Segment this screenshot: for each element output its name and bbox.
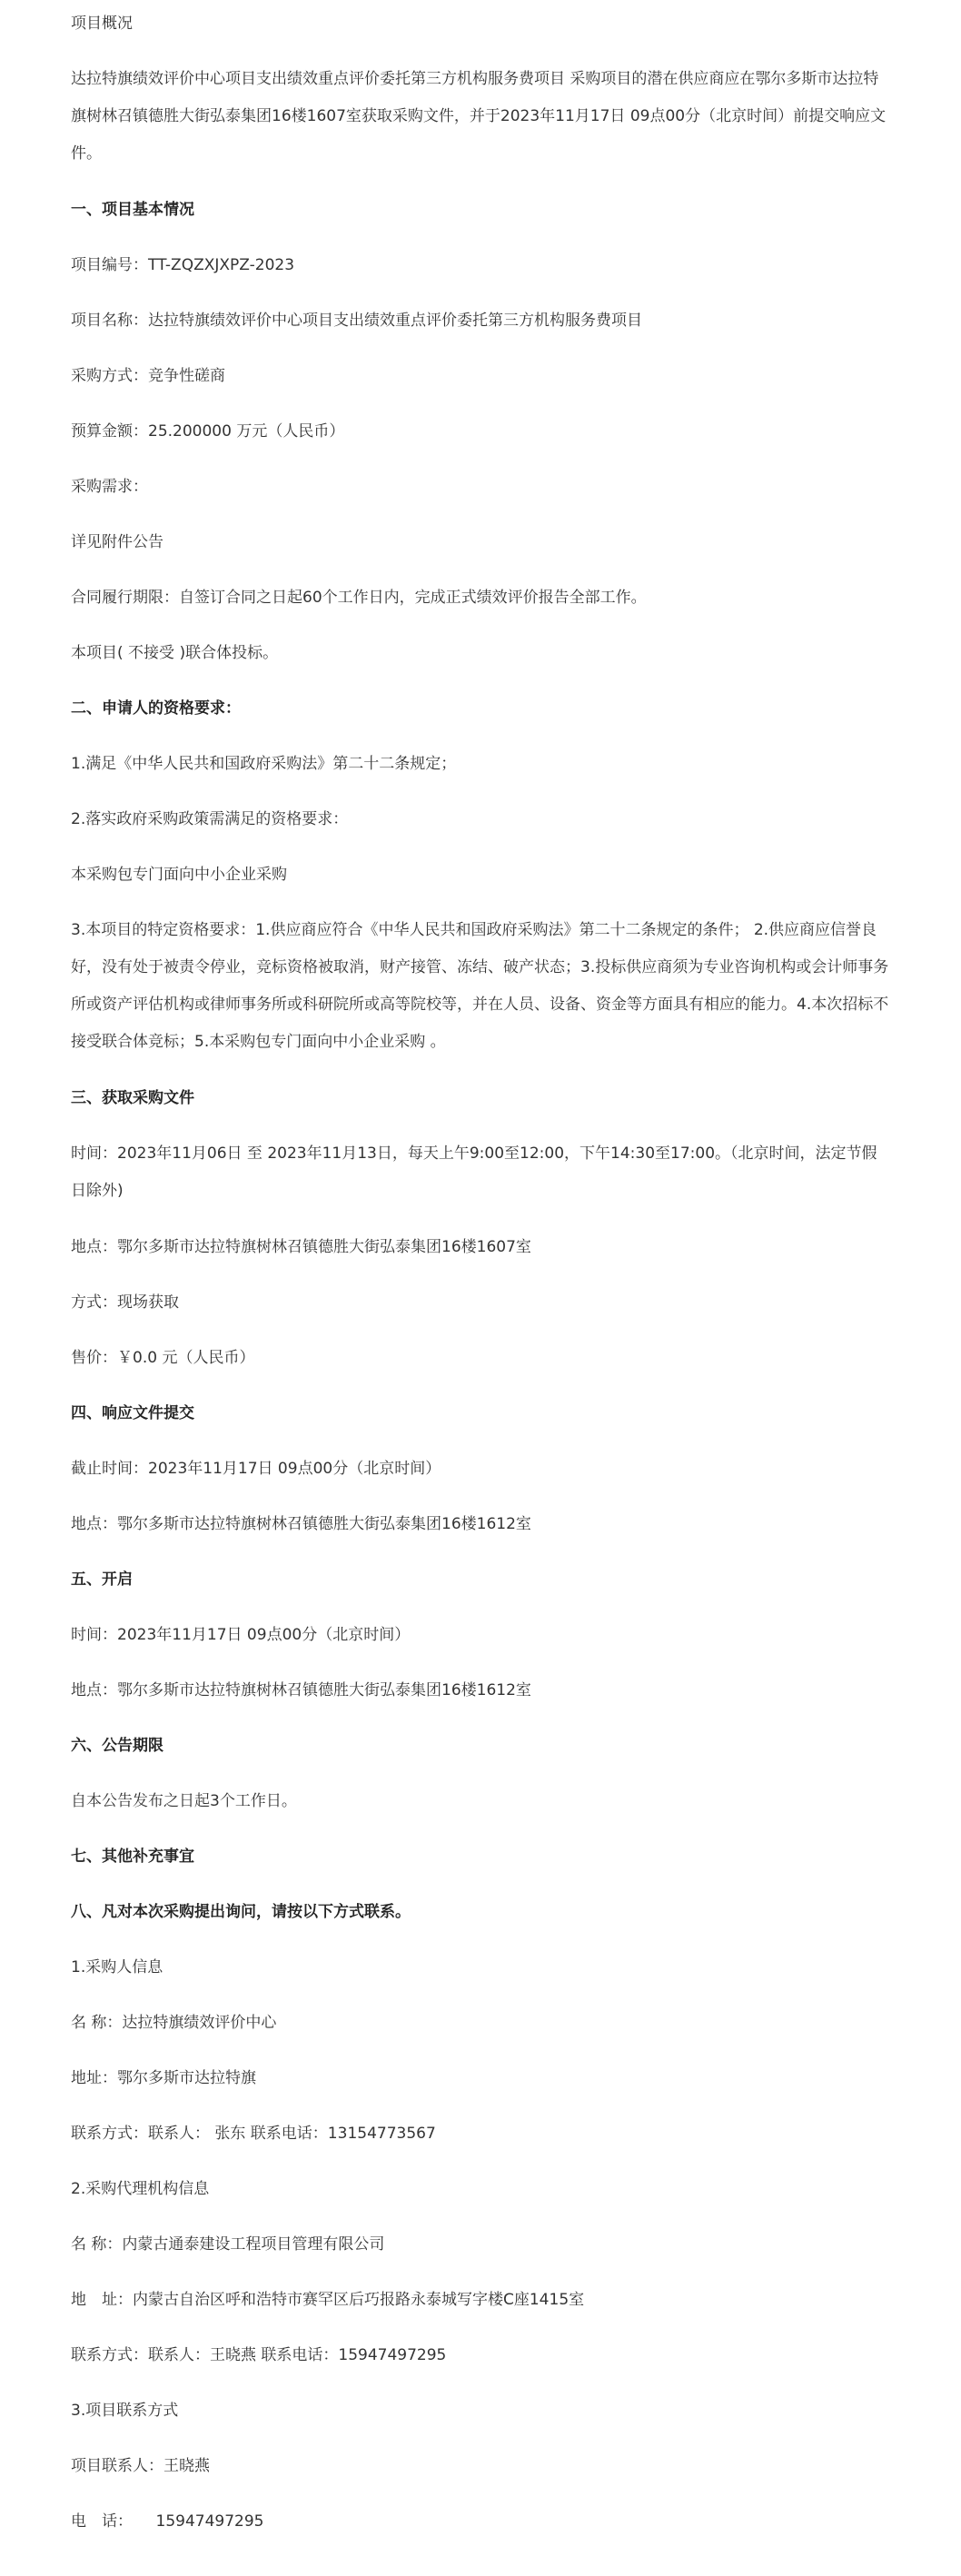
consortium-note: 本项目( 不接受 )联合体投标。 (71, 644, 279, 662)
agency-name: 名 称：内蒙古通泰建设工程项目管理有限公司 (71, 2235, 385, 2254)
procurement-method: 采购方式：竞争性磋商 (71, 367, 225, 385)
qualification-item-3: 3.本项目的特定资格要求：1.供应商应符合《中华人民共和国政府采购法》第二十二条规定的条件； 2.供应商应信誉良好，没有处于被责令停业，竞标资格被取消，财产接管、冻结、破产状态；3.投标供应商须为专业咨询机构或会计师事务所或资产评估机构或律师事务所或科研院所或高等院校等，并在人员、设备、资金等方面具有相应的能力。4.本次招标不接受联合体竞标；5.本采购包专门面向中小企业采购 。 (71, 921, 889, 1051)
agency-contact: 联系方式：联系人：王晓燕 联系电话：15947497295 (71, 2346, 447, 2364)
submit-place: 地点：鄂尔多斯市达拉特旗树林召镇德胜大街弘泰集团16楼1612室 (71, 1515, 531, 1533)
obtain-place: 地点：鄂尔多斯市达拉特旗树林召镇德胜大街弘泰集团16楼1607室 (71, 1238, 531, 1256)
project-contact-phone: 电 话： 15947497295 (71, 2512, 264, 2531)
section6-title: 六、公告期限 (71, 1737, 163, 1755)
section2-title: 二、申请人的资格要求： (71, 699, 241, 718)
section5-title: 五、开启 (71, 1570, 133, 1589)
submit-deadline: 截止时间：2023年11月17日 09点00分（北京时间） (71, 1460, 441, 1478)
buyer-address: 地址：鄂尔多斯市达拉特旗 (71, 2069, 256, 2087)
project-contact-title: 3.项目联系方式 (71, 2402, 179, 2420)
notice-period: 自本公告发布之日起3个工作日。 (71, 1792, 297, 1810)
obtain-way: 方式：现场获取 (71, 1293, 179, 1312)
project-name: 项目名称：达拉特旗绩效评价中心项目支出绩效重点评价委托第三方机构服务费项目 (71, 312, 642, 330)
buyer-contact: 联系方式：联系人： 张东 联系电话：13154773567 (71, 2125, 436, 2143)
section7-title: 七、其他补充事宜 (71, 1848, 194, 1866)
section8-title: 八、凡对本次采购提出询问，请按以下方式联系。 (71, 1903, 411, 1921)
qualification-item-2: 2.落实政府采购政策需满足的资格要求： (71, 810, 349, 828)
qualification-item-1: 1.满足《中华人民共和国政府采购法》第二十二条规定； (71, 755, 457, 773)
demand-label: 采购需求： (71, 478, 148, 496)
budget-amount: 预算金额：25.200000 万元（人民币） (71, 422, 345, 441)
section1-title: 一、项目基本情况 (71, 201, 194, 219)
demand-value: 详见附件公告 (71, 533, 163, 551)
buyer-title: 1.采购人信息 (71, 1958, 163, 1977)
overview-text: 达拉特旗绩效评价中心项目支出绩效重点评价委托第三方机构服务费项目 采购项目的潜在供应商应在鄂尔多斯市达拉特旗树林召镇德胜大街弘泰集团16楼1607室获取采购文件，并于2023年11月17日 09点00分（北京时间）前提交响应文件。 (71, 70, 887, 163)
opening-place: 地点：鄂尔多斯市达拉特旗树林召镇德胜大街弘泰集团16楼1612室 (71, 1681, 531, 1699)
opening-time: 时间：2023年11月17日 09点00分（北京时间） (71, 1626, 411, 1644)
qualification-item-2-value: 本采购包专门面向中小企业采购 (71, 866, 287, 884)
contract-period: 合同履行期限：自签订合同之日起60个工作日内，完成正式绩效评价报告全部工作。 (71, 589, 647, 607)
agency-address: 地 址：内蒙古自治区呼和浩特市赛罕区后巧报路永泰城写字楼C座1415室 (71, 2291, 585, 2309)
agency-title: 2.采购代理机构信息 (71, 2180, 210, 2198)
obtain-time: 时间：2023年11月06日 至 2023年11月13日，每天上午9:00至12:00，下午14:30至17:00。（北京时间，法定节假日除外) (71, 1144, 877, 1200)
section3-title: 三、获取采购文件 (71, 1089, 194, 1107)
project-contact-person: 项目联系人：王晓燕 (71, 2457, 210, 2475)
section4-title: 四、响应文件提交 (71, 1404, 194, 1422)
buyer-name: 名 称：达拉特旗绩效评价中心 (71, 2014, 277, 2032)
project-number: 项目编号：TT-ZQZXJXPZ-2023 (71, 256, 295, 274)
overview-title: 项目概况 (71, 15, 133, 33)
obtain-price: 售价：￥0.0 元（人民币） (71, 1349, 255, 1367)
